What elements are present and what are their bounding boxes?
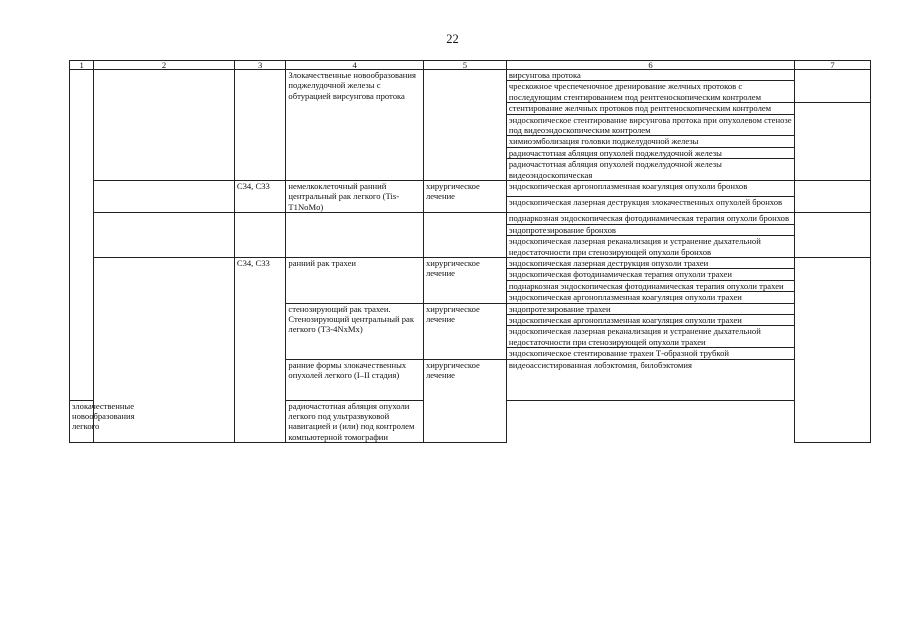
method-cell: эндоскопическое стентирование трахеи Т-образной трубкой [506,348,794,359]
header-cell: 7 [795,61,871,70]
table-header-row [70,61,871,70]
method-cell: радиочастотная абляция опухоли легкого под ультразвуковой навигацией и (или) под контролем компьютерной томографии [286,400,424,443]
col1-cell [70,70,94,401]
header-cell: 2 [94,61,235,70]
method-cell: эндоскопическая лазерная деструкция опухоли трахеи [506,257,794,268]
method-cell: вирсунгова протока [506,70,794,81]
col2-cell [94,70,235,181]
method-cell: эндоскопическая фотодинамическая терапия опухоли трахеи [506,269,794,280]
method-cell: радиочастотная абляция опухолей поджелудочной железы видеоэндоскопическая [506,159,794,181]
diagnosis-cell: ранний рак трахеи [286,257,424,303]
method-cell: видеоассистированная лобэктомия, билобэктомия [506,359,794,400]
treatment-type-cell: хирургическое лечение [423,257,506,303]
treatment-type-cell: хирургическое лечение [423,359,506,443]
method-cell: радиочастотная абляция опухолей поджелудочной железы [506,147,794,158]
method-cell: эндопротезирование трахеи [506,303,794,314]
method-cell: эндоскопическая аргоноплазменная коагуляция опухоли трахеи [506,292,794,303]
method-cell: поднаркозная эндоскопическая фотодинамическая терапия опухоли трахеи [506,280,794,291]
col7-cell [795,103,871,181]
treatment-type-cell [423,70,506,181]
header-cell: 6 [506,61,794,70]
treatment-type-cell: хирургическое лечение [423,303,506,359]
method-cell: химиоэмболизация головки поджелудочной железы [506,136,794,147]
code-cell: C34, C33 [234,257,286,442]
header-cell: 1 [70,61,94,70]
header-cell: 5 [423,61,506,70]
method-cell: эндоскопическая лазерная реканализация и устранение дыхательной недостаточности при стенозирующей опухоли бронхов [506,236,794,258]
code-cell [234,70,286,181]
diagnosis-cell: немелкоклеточный ранний центральный рак легкого (Tis-T1NoMo) [286,181,424,213]
diagnosis-cell: Злокачественные новообразования поджелудочной железы с обтурацией вирсунгова протока [286,70,424,181]
diagnosis-cell: злокачественные новообразования легкого [70,400,94,443]
method-cell: стентирование желчных протоков под рентгеноскопическим контролем [506,103,794,114]
col2-cell [94,213,235,258]
treatment-type-cell [423,213,506,258]
page-number: 22 [446,32,459,46]
header-cell: 4 [286,61,424,70]
procedures-table [69,60,871,443]
col7-cell [795,213,871,258]
diagnosis-cell: стенозирующий рак трахеи. Стенозирующий центральный рак легкого (T3-4NxMx) [286,303,424,359]
table-row [70,70,871,81]
diagnosis-cell [286,213,424,258]
table-row [70,181,871,197]
method-cell: эндоскопическая аргоноплазменная коагуляция опухоли трахеи [506,314,794,325]
code-cell: C34, C33 [234,181,286,213]
treatment-type-cell: хирургическое лечение [423,181,506,213]
diagnosis-cell: ранние формы злокачественных опухолей легкого (I–II стадия) [286,359,424,400]
method-cell: эндоскопическая лазерная деструкция злокачественных опухолей бронхов [506,197,794,213]
method-cell: поднаркозная эндоскопическая фотодинамическая терапия опухоли бронхов [506,213,794,224]
col7-cell [795,181,871,213]
table-row [70,213,871,224]
header-cell: 3 [234,61,286,70]
table-row [70,257,871,268]
col7-cell [795,70,871,103]
method-cell: эндопротезирование бронхов [506,224,794,235]
col7-cell [795,257,871,442]
method-cell: эндоскопическое стентирование вирсунгова протока при опухолевом стенозе под видеоэндоскопическим контролем [506,114,794,136]
method-cell: эндоскопическая лазерная реканализация и устранение дыхательной недостаточности при стенозирующей опухоли трахеи [506,326,794,348]
col2-cell [94,181,235,213]
code-cell [234,213,286,258]
method-cell: чрескожное чреспеченочное дренирование желчных протоков с последующим стентированием под рентгеноскопическим контролем [506,81,794,103]
method-cell: эндоскопическая аргоноплазменная коагуляция опухоли бронхов [506,181,794,197]
